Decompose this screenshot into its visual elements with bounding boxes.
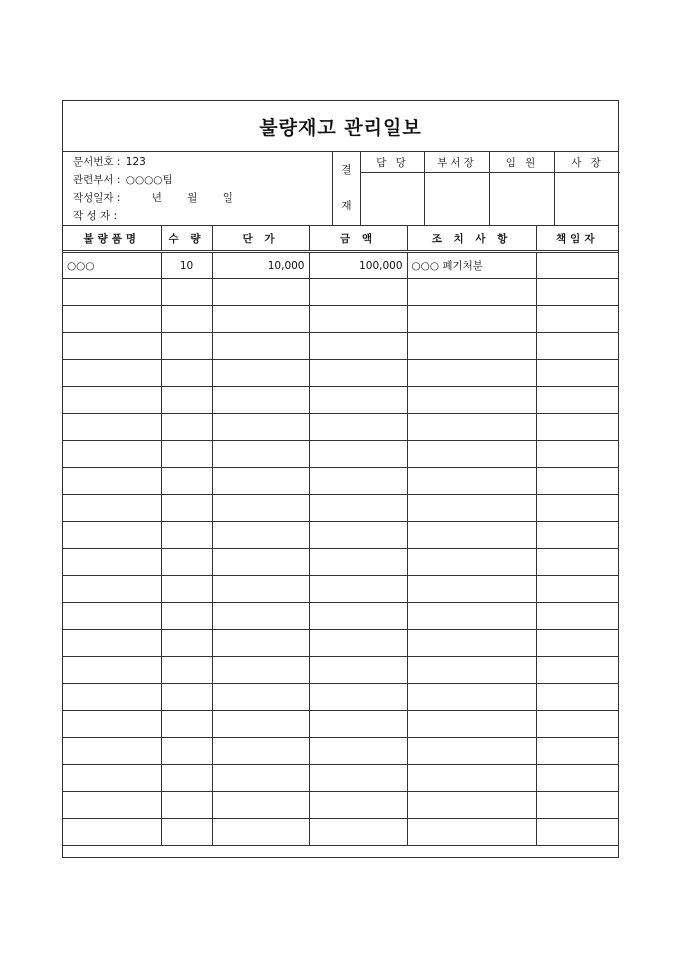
table-cell[interactable] bbox=[309, 792, 407, 819]
table-cell[interactable] bbox=[63, 792, 161, 819]
table-cell[interactable] bbox=[212, 333, 309, 360]
table-row bbox=[63, 603, 618, 630]
table-cell[interactable] bbox=[309, 576, 407, 603]
table-cell[interactable] bbox=[309, 495, 407, 522]
table-cell[interactable] bbox=[407, 576, 536, 603]
table-cell[interactable] bbox=[309, 387, 407, 414]
table-row bbox=[63, 576, 618, 603]
approval-label-bottom: 재 bbox=[341, 200, 352, 212]
table-cell[interactable] bbox=[161, 603, 212, 630]
table-cell[interactable] bbox=[63, 279, 161, 306]
table-cell[interactable] bbox=[536, 792, 618, 819]
page-title: 불량재고 관리일보 bbox=[63, 101, 618, 152]
table-cell[interactable] bbox=[212, 711, 309, 738]
table-cell[interactable] bbox=[63, 576, 161, 603]
dept-line bbox=[73, 172, 175, 187]
table-cell[interactable] bbox=[536, 630, 618, 657]
table-cell[interactable] bbox=[407, 765, 536, 792]
table-row bbox=[63, 387, 618, 414]
table-cell[interactable] bbox=[536, 414, 618, 441]
table-cell[interactable] bbox=[63, 684, 161, 711]
col-header-item: 불량품명 bbox=[63, 226, 161, 252]
table-cell[interactable] bbox=[309, 711, 407, 738]
table-row bbox=[63, 684, 618, 711]
table-cell[interactable] bbox=[309, 630, 407, 657]
table-cell[interactable] bbox=[63, 360, 161, 387]
table-row bbox=[63, 819, 618, 846]
table-cell[interactable] bbox=[309, 549, 407, 576]
table-cell[interactable] bbox=[536, 738, 618, 765]
table-cell[interactable] bbox=[212, 576, 309, 603]
table-cell[interactable] bbox=[212, 684, 309, 711]
approval-head-president: 사 장 bbox=[555, 152, 620, 173]
table-header-row bbox=[63, 226, 618, 252]
table-row bbox=[63, 360, 618, 387]
table-cell[interactable] bbox=[309, 279, 407, 306]
table-cell[interactable] bbox=[536, 819, 618, 846]
table-cell[interactable] bbox=[309, 522, 407, 549]
table-cell[interactable] bbox=[536, 549, 618, 576]
table-cell[interactable] bbox=[309, 333, 407, 360]
table-cell[interactable] bbox=[536, 711, 618, 738]
col-header-amount: 금 액 bbox=[309, 226, 407, 252]
date-label: 작성일자 : bbox=[73, 192, 121, 204]
col-header-action: 조 치 사 항 bbox=[407, 226, 536, 252]
table-cell[interactable] bbox=[161, 333, 212, 360]
table-cell[interactable] bbox=[407, 279, 536, 306]
table-cell[interactable] bbox=[212, 522, 309, 549]
table-cell[interactable] bbox=[63, 765, 161, 792]
col-header-unit-price: 단 가 bbox=[212, 226, 309, 252]
table-cell[interactable] bbox=[309, 684, 407, 711]
table-cell[interactable] bbox=[212, 441, 309, 468]
report-sheet bbox=[62, 100, 619, 858]
approval-col-manager bbox=[425, 152, 490, 225]
table-row bbox=[63, 306, 618, 333]
table-row bbox=[63, 468, 618, 495]
table-cell[interactable] bbox=[63, 333, 161, 360]
table-cell[interactable] bbox=[161, 657, 212, 684]
table-cell[interactable] bbox=[407, 522, 536, 549]
table-cell[interactable] bbox=[536, 306, 618, 333]
approval-label-top: 결 bbox=[341, 164, 352, 176]
table-cell[interactable] bbox=[63, 711, 161, 738]
table-cell[interactable]: 100,000 bbox=[309, 252, 407, 279]
table-cell[interactable] bbox=[536, 468, 618, 495]
table-cell[interactable] bbox=[309, 441, 407, 468]
table-cell[interactable] bbox=[309, 819, 407, 846]
table-row bbox=[63, 657, 618, 684]
approval-head-manager: 부서장 bbox=[425, 152, 489, 173]
author-label: 작 성 자 : bbox=[73, 210, 117, 222]
approval-head-executive: 임 원 bbox=[490, 152, 554, 173]
table-cell[interactable] bbox=[536, 684, 618, 711]
col-header-responsible: 책임자 bbox=[536, 226, 618, 252]
date-month: 월 bbox=[187, 192, 198, 204]
table-cell[interactable] bbox=[536, 360, 618, 387]
table-cell[interactable] bbox=[407, 468, 536, 495]
table-cell[interactable] bbox=[161, 279, 212, 306]
table-cell[interactable] bbox=[161, 792, 212, 819]
table-row bbox=[63, 549, 618, 576]
table-cell[interactable] bbox=[309, 360, 407, 387]
table-cell[interactable] bbox=[212, 765, 309, 792]
table-cell[interactable] bbox=[161, 522, 212, 549]
table-cell[interactable] bbox=[63, 468, 161, 495]
table-row bbox=[63, 711, 618, 738]
table-row bbox=[63, 414, 618, 441]
table-cell[interactable] bbox=[161, 765, 212, 792]
table-cell[interactable] bbox=[407, 819, 536, 846]
doc-number-value: 123 bbox=[125, 156, 146, 168]
dept-label: 관련부서 : bbox=[73, 174, 121, 186]
table-cell[interactable] bbox=[212, 414, 309, 441]
table-row bbox=[63, 792, 618, 819]
table-row bbox=[63, 279, 618, 306]
table-cell[interactable] bbox=[63, 549, 161, 576]
table-cell[interactable] bbox=[161, 576, 212, 603]
table-cell[interactable] bbox=[309, 414, 407, 441]
date-year: 년 bbox=[151, 192, 162, 204]
table-cell[interactable] bbox=[536, 576, 618, 603]
table-cell[interactable] bbox=[212, 657, 309, 684]
approval-head-staff: 담 당 bbox=[361, 152, 424, 173]
table-row bbox=[63, 252, 618, 279]
table-cell[interactable] bbox=[212, 360, 309, 387]
table-cell[interactable] bbox=[536, 522, 618, 549]
table-cell[interactable]: ○○○ bbox=[63, 252, 161, 279]
table-cell[interactable] bbox=[161, 360, 212, 387]
table-cell[interactable] bbox=[309, 657, 407, 684]
table-cell[interactable] bbox=[161, 414, 212, 441]
table-cell[interactable] bbox=[309, 603, 407, 630]
table-cell[interactable] bbox=[407, 738, 536, 765]
author-line bbox=[73, 208, 119, 223]
table-cell[interactable] bbox=[407, 333, 536, 360]
table-cell[interactable] bbox=[63, 603, 161, 630]
table-row bbox=[63, 495, 618, 522]
table-cell[interactable] bbox=[536, 495, 618, 522]
table-cell[interactable] bbox=[212, 819, 309, 846]
table-row bbox=[63, 441, 618, 468]
table-cell[interactable] bbox=[407, 711, 536, 738]
table-cell[interactable] bbox=[161, 630, 212, 657]
table-cell[interactable]: ○○○ 폐기처분 bbox=[407, 252, 536, 279]
table-cell[interactable] bbox=[63, 441, 161, 468]
table-cell[interactable] bbox=[407, 603, 536, 630]
table-cell[interactable] bbox=[407, 306, 536, 333]
table-cell[interactable] bbox=[63, 522, 161, 549]
table-cell[interactable] bbox=[407, 441, 536, 468]
dept-value: ○○○○팀 bbox=[125, 174, 173, 186]
col-header-qty: 수 량 bbox=[161, 226, 212, 252]
table-cell[interactable] bbox=[161, 306, 212, 333]
table-cell[interactable] bbox=[161, 738, 212, 765]
table-cell[interactable]: 10 bbox=[161, 252, 212, 279]
table-cell[interactable] bbox=[212, 630, 309, 657]
table-cell[interactable] bbox=[212, 792, 309, 819]
table-cell[interactable] bbox=[63, 495, 161, 522]
table-cell[interactable] bbox=[536, 603, 618, 630]
table-cell[interactable] bbox=[536, 657, 618, 684]
table-cell[interactable] bbox=[309, 765, 407, 792]
table-cell[interactable] bbox=[161, 819, 212, 846]
table-cell[interactable] bbox=[161, 468, 212, 495]
table-cell[interactable] bbox=[536, 279, 618, 306]
table-cell[interactable] bbox=[63, 630, 161, 657]
table-cell[interactable] bbox=[212, 738, 309, 765]
table-cell[interactable] bbox=[161, 387, 212, 414]
table-cell[interactable] bbox=[161, 684, 212, 711]
table-cell[interactable] bbox=[309, 306, 407, 333]
table-cell[interactable] bbox=[212, 495, 309, 522]
approval-col-executive bbox=[490, 152, 555, 225]
table-row bbox=[63, 522, 618, 549]
table-cell[interactable] bbox=[536, 333, 618, 360]
table-cell[interactable] bbox=[536, 765, 618, 792]
table-cell[interactable] bbox=[407, 387, 536, 414]
date-day: 일 bbox=[222, 192, 233, 204]
table-cell[interactable] bbox=[63, 387, 161, 414]
date-line bbox=[73, 190, 235, 205]
table-cell[interactable] bbox=[212, 306, 309, 333]
table-cell[interactable] bbox=[536, 387, 618, 414]
document-info bbox=[63, 152, 333, 225]
approval-col-president bbox=[555, 152, 620, 225]
table-body bbox=[63, 252, 618, 846]
table-cell[interactable] bbox=[309, 738, 407, 765]
table-cell[interactable] bbox=[212, 468, 309, 495]
table-cell[interactable] bbox=[309, 468, 407, 495]
table-row bbox=[63, 630, 618, 657]
table-cell[interactable] bbox=[407, 495, 536, 522]
table-cell[interactable] bbox=[407, 360, 536, 387]
approval-box bbox=[333, 152, 620, 225]
table-cell[interactable] bbox=[407, 414, 536, 441]
table-cell[interactable] bbox=[536, 252, 618, 279]
table-cell[interactable] bbox=[407, 684, 536, 711]
table-cell[interactable] bbox=[63, 306, 161, 333]
table-cell[interactable] bbox=[407, 549, 536, 576]
table-cell[interactable] bbox=[161, 711, 212, 738]
table-cell[interactable] bbox=[161, 549, 212, 576]
table-row bbox=[63, 333, 618, 360]
table-cell[interactable] bbox=[407, 657, 536, 684]
approval-label bbox=[333, 152, 361, 225]
doc-number-label: 문서번호 : bbox=[73, 156, 121, 168]
table-row bbox=[63, 765, 618, 792]
table-cell[interactable] bbox=[536, 441, 618, 468]
table-cell[interactable] bbox=[212, 387, 309, 414]
table-cell[interactable] bbox=[63, 414, 161, 441]
table-cell[interactable] bbox=[161, 441, 212, 468]
table-cell[interactable] bbox=[63, 819, 161, 846]
table-cell[interactable] bbox=[212, 603, 309, 630]
table-cell[interactable] bbox=[212, 549, 309, 576]
table-cell[interactable] bbox=[63, 657, 161, 684]
defect-table bbox=[63, 225, 618, 846]
table-cell[interactable] bbox=[407, 630, 536, 657]
table-cell[interactable] bbox=[212, 279, 309, 306]
table-cell[interactable] bbox=[407, 792, 536, 819]
approval-col-staff bbox=[361, 152, 425, 225]
doc-number-line bbox=[73, 154, 148, 169]
table-cell[interactable] bbox=[161, 495, 212, 522]
table-cell[interactable] bbox=[63, 738, 161, 765]
table-row bbox=[63, 738, 618, 765]
table-cell[interactable]: 10,000 bbox=[212, 252, 309, 279]
